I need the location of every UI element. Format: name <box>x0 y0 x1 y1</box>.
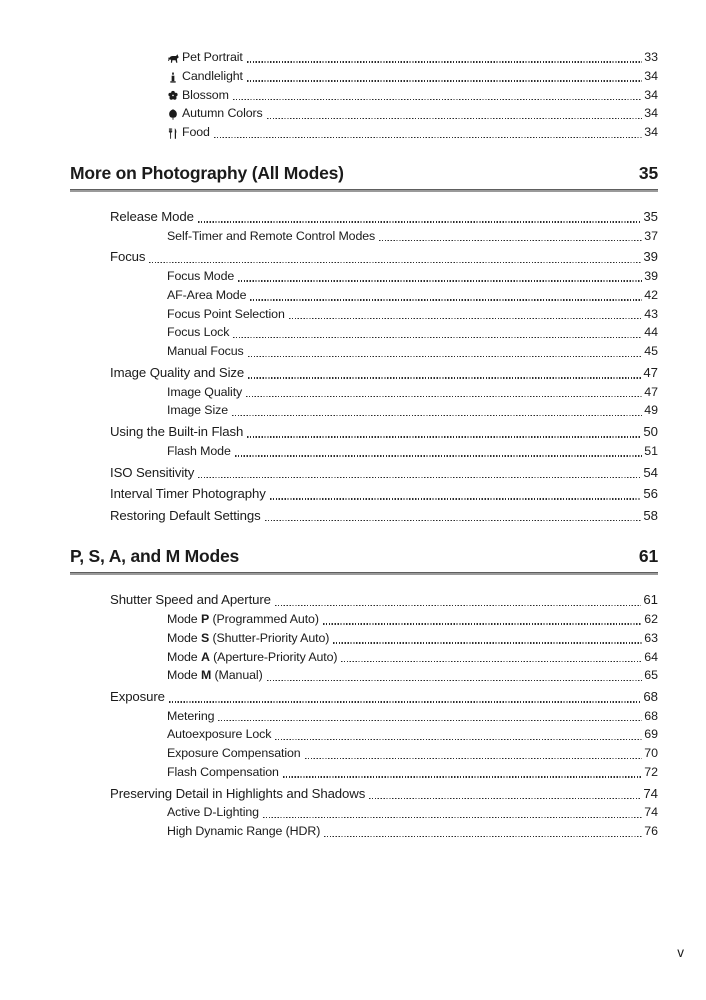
dot-leader <box>149 262 641 263</box>
toc-entry-label-part: S <box>200 630 210 645</box>
toc-entry-label <box>167 383 242 402</box>
dot-leader <box>379 240 642 241</box>
toc-entry-page: 34 <box>644 87 658 102</box>
toc-entry-page: 33 <box>644 50 658 64</box>
toc-entry-label <box>110 363 244 383</box>
toc-section-more-on-photography <box>70 163 658 525</box>
toc-entry-label-part: AF-Area Mode <box>167 287 247 302</box>
dot-leader <box>265 520 642 521</box>
dot-leader <box>214 137 642 138</box>
toc-entry-label-part: (Manual) <box>211 668 263 683</box>
chapter-page-number: 61 <box>638 546 658 567</box>
toc-entry-label-part: Mode <box>167 649 201 664</box>
toc-entry[interactable] <box>70 207 658 227</box>
dot-leader <box>369 798 641 799</box>
dot-leader <box>283 776 642 777</box>
toc-entry-page: 68 <box>643 689 658 705</box>
toc-entry[interactable] <box>70 590 658 610</box>
dot-leader <box>267 118 643 119</box>
toc-entry[interactable] <box>70 227 658 246</box>
toc-entry-label-part: Mode <box>167 630 201 645</box>
toc-entry-label-part: M <box>200 668 212 683</box>
dot-leader <box>263 817 642 818</box>
toc-entry-page: 58 <box>643 507 658 523</box>
dot-leader <box>247 80 642 81</box>
toc-entry[interactable] <box>70 648 658 667</box>
toc-entry-label-part: Focus Lock <box>167 325 230 340</box>
toc-entry-label <box>167 323 229 342</box>
toc-entry-label-part: (Shutter-Priority Auto) <box>209 630 330 645</box>
toc-entry-label <box>182 48 243 67</box>
toc-entry[interactable] <box>70 363 658 383</box>
toc-entry-page: 39 <box>644 268 658 283</box>
dot-leader <box>270 498 642 499</box>
toc-entry-label <box>110 590 271 610</box>
toc-entry-label <box>167 305 285 324</box>
blossom-icon <box>167 89 179 102</box>
toc-entry-label-part: A <box>200 649 210 664</box>
toc-entry-page: 61 <box>643 592 658 608</box>
dot-leader <box>324 836 642 837</box>
toc-entry-label <box>167 707 214 726</box>
toc-entry[interactable] <box>70 610 658 629</box>
toc-entry-label-part: Focus <box>110 249 146 265</box>
chapter-rule <box>70 572 658 575</box>
toc-entry-label-part: Interval Timer Photography <box>110 486 266 502</box>
toc-entry-label <box>110 784 365 804</box>
toc-entry-label-part: Shutter Speed and Aperture <box>110 592 271 608</box>
dot-leader <box>238 280 642 281</box>
toc-entry-label <box>110 207 194 227</box>
toc-entry-label <box>167 629 329 648</box>
chapter-page-number: 35 <box>638 162 658 183</box>
toc-entry-label <box>167 610 319 629</box>
toc-entry-label-part: Image Quality <box>167 384 243 399</box>
dot-leader <box>233 337 642 338</box>
toc-entry-label-part: Flash Mode <box>167 443 231 458</box>
toc-entry[interactable] <box>70 67 658 86</box>
toc-entry-page: 69 <box>644 727 658 742</box>
toc-entry-label <box>167 763 279 782</box>
toc-entry-label <box>167 648 337 667</box>
toc-entry-page: 35 <box>643 208 658 224</box>
toc-entry[interactable] <box>70 687 658 707</box>
dot-leader <box>341 661 642 662</box>
toc-entry-label <box>182 104 263 123</box>
toc-entry-label-part: Restoring Default Settings <box>110 507 261 523</box>
toc-entry-label <box>182 123 210 142</box>
toc-entry[interactable] <box>70 286 658 305</box>
toc-entry-page: 68 <box>644 708 658 723</box>
toc-entry[interactable] <box>70 725 658 744</box>
toc-entry-page: 47 <box>644 384 658 399</box>
toc-entry-label-part: Blossom <box>182 87 229 102</box>
toc-entry-page: 34 <box>644 68 658 83</box>
toc-entry-page: 37 <box>644 228 658 243</box>
toc-entry-label <box>110 422 243 442</box>
toc-entry[interactable] <box>70 784 658 804</box>
toc-entry-page: 63 <box>644 630 658 645</box>
toc-entry-page: 64 <box>644 649 658 664</box>
toc-entry[interactable] <box>70 484 658 504</box>
dot-leader <box>232 415 642 416</box>
toc-entry-label-part: Metering <box>167 708 215 723</box>
dot-leader <box>250 299 642 300</box>
dot-leader <box>248 377 641 378</box>
toc-entry-label-part: Active D-Lighting <box>167 805 259 820</box>
dot-leader <box>275 739 642 740</box>
toc-entry-label-part: Manual Focus <box>167 344 244 359</box>
toc-entry-label-part: Autoexposure Lock <box>167 727 272 742</box>
toc-entry-page: 62 <box>644 611 658 626</box>
toc-entry-label-part: P <box>200 611 210 626</box>
toc-entry-page: 70 <box>644 746 658 761</box>
toc-entry-label-part: Self-Timer and Remote Control Modes <box>167 228 376 243</box>
food-icon <box>167 127 179 140</box>
folio-page-number: v <box>677 945 684 960</box>
toc-entry-label-part: Exposure Compensation <box>167 746 301 761</box>
toc-entry-label <box>110 506 261 526</box>
dot-leader <box>169 701 641 702</box>
toc-entry-label-part: High Dynamic Range (HDR) <box>167 824 321 839</box>
toc-entry-label <box>167 342 244 361</box>
toc-entry[interactable] <box>70 305 658 324</box>
chapter-heading[interactable] <box>70 163 658 184</box>
toc-entry[interactable] <box>70 822 658 841</box>
toc-list <box>70 48 658 841</box>
toc-entry-label <box>167 822 320 841</box>
chapter-rule <box>70 189 658 192</box>
toc-entry-page: 42 <box>644 287 658 302</box>
toc-entry-label <box>167 725 271 744</box>
dot-leader <box>305 758 643 759</box>
toc-entry-label-part: (Programmed Auto) <box>209 611 319 626</box>
toc-entry-page: 49 <box>644 403 658 418</box>
toc-entry-label-part: Image Quality and Size <box>110 364 245 380</box>
toc-entry-page: 74 <box>644 805 658 820</box>
dot-leader <box>246 396 642 397</box>
dot-leader <box>235 455 642 456</box>
toc-entry-page: 56 <box>643 486 658 502</box>
dot-leader <box>248 356 643 357</box>
toc-entry-label-part: Preserving Detail in Highlights and Shadows <box>110 785 366 801</box>
toc-entry[interactable] <box>70 48 658 67</box>
candle-icon <box>167 71 179 84</box>
toc-entry-page: 51 <box>644 443 658 458</box>
toc-section-scene-modes-continued <box>70 48 658 142</box>
toc-entry-page: 45 <box>644 344 658 359</box>
toc-entry[interactable] <box>70 422 658 442</box>
toc-entry-page: 47 <box>643 364 658 380</box>
toc-entry-page: 43 <box>644 306 658 321</box>
toc-entry[interactable] <box>70 707 658 726</box>
toc-entry-label <box>110 247 145 267</box>
dot-leader <box>218 720 642 721</box>
dot-leader <box>333 642 642 643</box>
toc-entry-label-part: Using the Built-in Flash <box>110 424 244 440</box>
toc-entry-label <box>110 687 165 707</box>
toc-entry-label <box>167 401 228 420</box>
toc-entry-label-part: Flash Compensation <box>167 765 279 780</box>
toc-entry[interactable] <box>70 666 658 685</box>
dot-leader <box>247 436 641 437</box>
toc-entry-page: 76 <box>644 824 658 839</box>
toc-entry[interactable] <box>70 247 658 267</box>
toc-entry-label-part: Mode <box>167 611 201 626</box>
toc-entry-label <box>182 86 229 105</box>
toc-entry-label <box>167 803 259 822</box>
toc-entry-label <box>167 442 231 461</box>
dot-leader <box>198 221 641 222</box>
toc-entry-label-part: Candlelight <box>182 68 243 83</box>
toc-entry-label-part: Exposure <box>110 689 165 705</box>
toc-entry[interactable] <box>70 744 658 763</box>
dog-icon <box>167 52 179 65</box>
toc-entry-label-part: Mode <box>167 668 201 683</box>
toc-entry-label-part: Autumn Colors <box>182 106 263 121</box>
toc-entry[interactable] <box>70 803 658 822</box>
toc-entry-label-part: ISO Sensitivity <box>110 464 195 480</box>
toc-entry-label <box>110 463 194 483</box>
toc-entry-label-part: Focus Mode <box>167 268 235 283</box>
toc-entry-page: 39 <box>643 249 658 265</box>
dot-leader <box>267 680 643 681</box>
toc-entry[interactable] <box>70 342 658 361</box>
toc-entry-label-part: Image Size <box>167 403 228 418</box>
toc-entry[interactable] <box>70 86 658 105</box>
toc-entry-label-part: Pet Portrait <box>182 50 243 64</box>
toc-entry-label <box>110 484 266 504</box>
toc-entry-label-part: Release Mode <box>110 208 194 224</box>
toc-entry[interactable] <box>70 506 658 526</box>
toc-entry[interactable] <box>70 104 658 123</box>
toc-entry-page: 50 <box>643 424 658 440</box>
toc-section-psam-modes <box>70 546 658 841</box>
toc-entry-page: 44 <box>644 325 658 340</box>
dot-leader <box>323 623 642 624</box>
toc-entry[interactable] <box>70 383 658 402</box>
toc-entry[interactable] <box>70 401 658 420</box>
toc-entry[interactable] <box>70 323 658 342</box>
toc-entry-label-part: (Aperture-Priority Auto) <box>209 649 338 664</box>
toc-entry-page: 34 <box>644 125 658 140</box>
chapter-title: P, S, A, and M Modes <box>70 546 240 567</box>
toc-entry-page: 74 <box>643 785 658 801</box>
toc-entry-page: 65 <box>644 668 658 683</box>
toc-entry-page: 34 <box>644 106 658 121</box>
dot-leader <box>289 318 642 319</box>
autumn-colors-icon <box>167 108 179 121</box>
toc-entry[interactable] <box>70 123 658 142</box>
dot-leader <box>275 605 641 606</box>
toc-entry-label <box>167 744 301 763</box>
toc-entry-page: 72 <box>644 765 658 780</box>
toc-entry[interactable] <box>70 463 658 483</box>
toc-entry[interactable] <box>70 267 658 286</box>
toc-entry-label-part: Food <box>182 125 210 140</box>
dot-leader <box>198 477 641 478</box>
toc-entry-label <box>182 67 243 86</box>
toc-entry-page: 54 <box>643 464 658 480</box>
toc-entry[interactable] <box>70 442 658 461</box>
toc-entry-label-part: Focus Point Selection <box>167 306 285 321</box>
toc-entry[interactable] <box>70 763 658 782</box>
toc-entry-label <box>167 666 263 685</box>
dot-leader <box>233 99 642 100</box>
chapter-heading[interactable] <box>70 546 658 567</box>
chapter-title: More on Photography (All Modes) <box>70 162 344 183</box>
toc-entry-label <box>167 286 246 305</box>
toc-entry-label <box>167 227 375 246</box>
toc-entry[interactable] <box>70 629 658 648</box>
toc-entry-label <box>167 267 234 286</box>
dot-leader <box>247 61 642 62</box>
